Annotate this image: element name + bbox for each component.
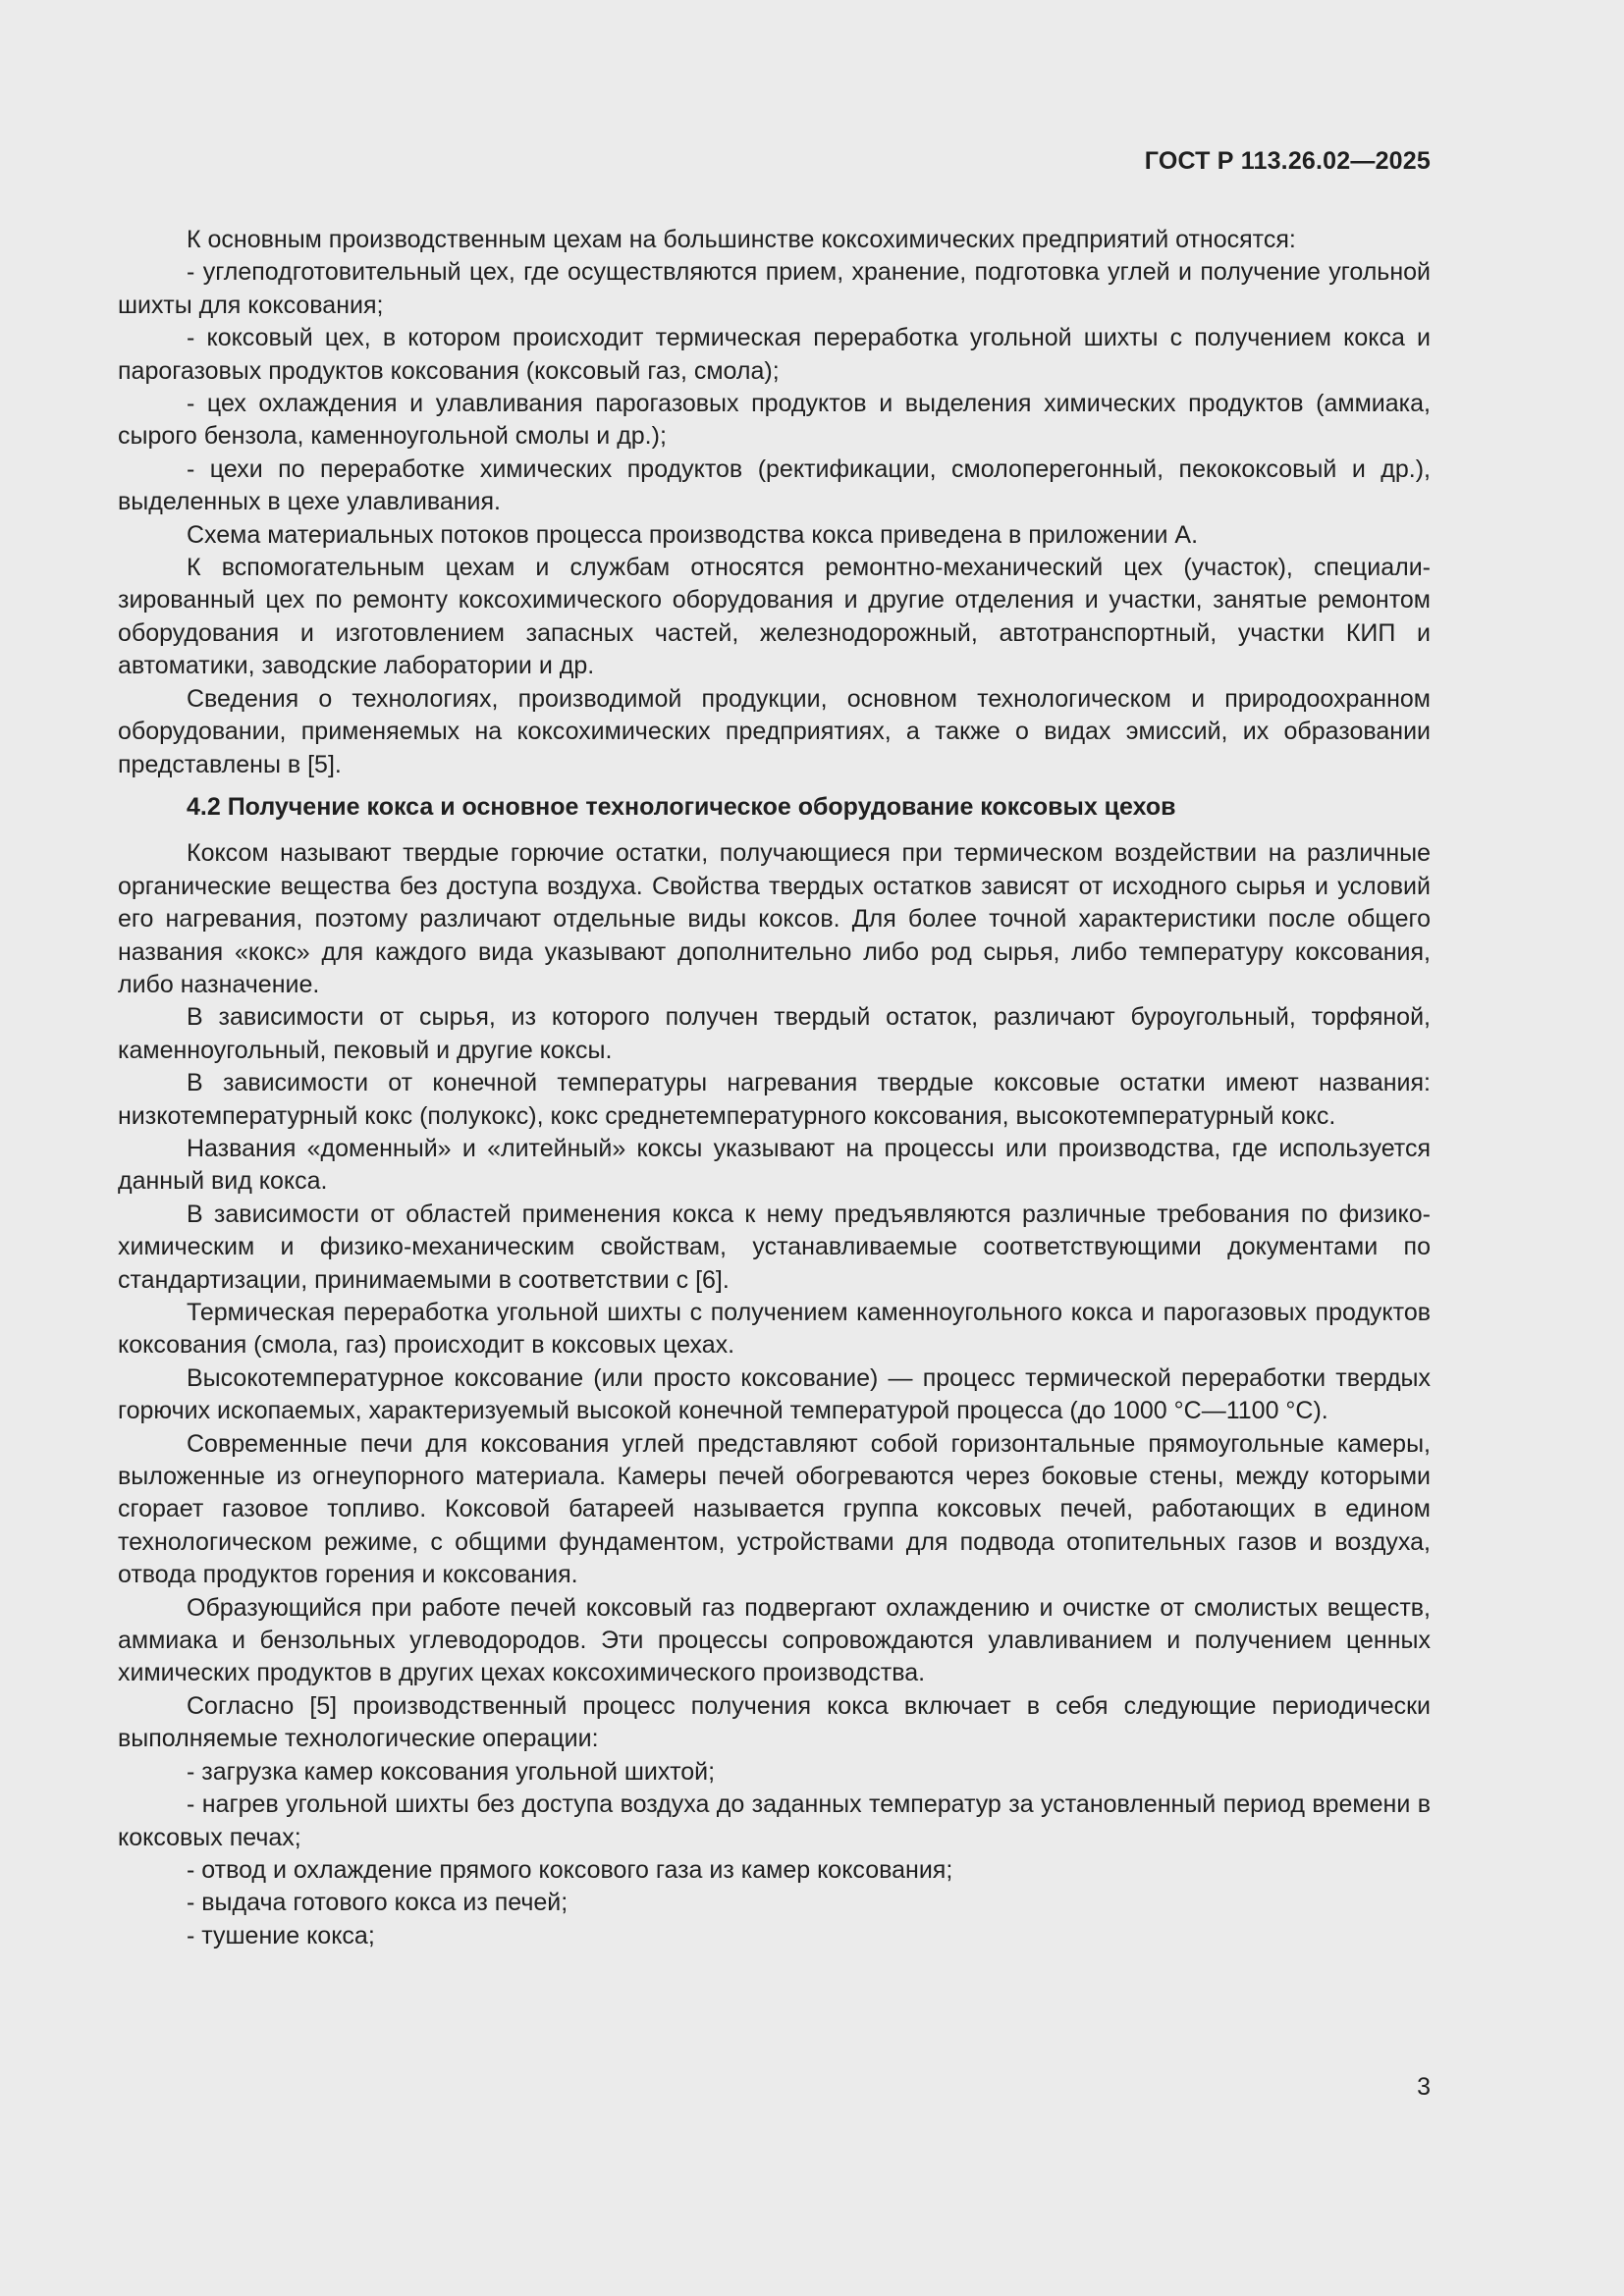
operation-list-item: - тушение кокса; — [187, 1921, 375, 1949]
body-paragraph: Термическая переработка угольной шихты с получением каменноугольного кокса и парогазовых продуктов коксования (смола, газ) происходит в коксовых цехах. — [118, 1299, 1431, 1360]
body-paragraph: Схема материальных потоков процесса производства кокса приведена в приложении А. — [187, 520, 1199, 549]
body-paragraph: Коксом называют твердые горючие остатки, получающиеся при термическом воздействии на различные органические вещества без доступа воздуха. Свойства твердых остатков зависят от исходного сырья и условий его нагревания, поэтому различают отдельные виды коксов. Для более точной характеристики после общего названия «кокс» для каждого вида указывают дополнительно либо род сырья, либо температуру коксования, либо назначение. — [118, 839, 1431, 998]
workshop-list-item: - цех охлаждения и улавливания парогазовых продуктов и выделения химических продуктов (аммиака, сырого бензола, каменноугольной смолы и др.); — [118, 390, 1431, 451]
body-paragraph: Высокотемпературное коксование (или просто коксование) — процесс термической переработки твердых горючих ископаемых, характеризуемый высокой конечной температурой процесса (до 1000 °С—1100 °С). — [118, 1363, 1431, 1425]
operation-list-item: - загрузка камер коксования угольной шихтой; — [187, 1757, 716, 1786]
document-body — [118, 224, 1431, 1952]
body-paragraph: В зависимости от сырья, из которого получен твердый остаток, различают буроугольный, торфяной, каменноугольный, пековый и другие коксы. — [118, 1003, 1431, 1064]
section-heading: 4.2 Получение кокса и основное технологическое оборудование коксовых цехов — [187, 792, 1176, 821]
body-paragraph: Современные печи для коксования углей представляют собой горизонтальные прямоугольные камеры, выложенные из огнеупорного материала. Камеры печей обогреваются через боковые стены, между которыми сгорает газовое топливо. Коксовой батареей называется группа коксовых печей, работающих в едином технологическом режиме, с общими фундаментом, устройствами для подвода отопительных газов и воздуха, отвода продуктов горения и коксования. — [118, 1429, 1431, 1589]
page-number: 3 — [1417, 2073, 1431, 2101]
workshop-list-item: - цехи по переработке химических продуктов (ректификации, смолоперегонный, пекококсовый и др.), выделенных в цехе улавливания. — [118, 454, 1431, 516]
operation-list-item: - нагрев угольной шихты без доступа воздуха до заданных температур за установленный период времени в коксовых печах; — [118, 1790, 1431, 1851]
document-code-header: ГОСТ Р 113.26.02—2025 — [1144, 147, 1431, 175]
body-paragraph: Сведения о технологиях, производимой продукции, основном технологическом и природоохранном оборудовании, применяемых на коксохимических предприятиях, а также о видах эмиссий, их образовании представлены в [5]. — [118, 684, 1431, 778]
body-paragraph: Названия «доменный» и «литейный» коксы указывают на процессы или производства, где используется данный вид кокса. — [118, 1134, 1431, 1196]
intro-paragraph: К основным производственным цехам на большинстве коксохимических предприятий относятся: — [187, 226, 1296, 253]
workshop-list-item: - углеподготовительный цех, где осуществляются прием, хранение, подготовка углей и получение угольной шихты для коксования; — [118, 258, 1431, 319]
workshop-list-item: - коксовый цех, в котором происходит термическая переработка угольной шихты с получением кокса и парогазовых продуктов коксования (коксовый газ, смола); — [118, 324, 1431, 385]
body-paragraph: К вспомогательным цехам и службам относятся ремонтно-механический цех (участок), специализированный цех по ремонту коксохимического оборудования и другие отделения и участки, занятые ремонтом оборудования и изготовлением запасных частей, железнодорожный, автотранспортный, участки КИП и автоматики, заводские лаборатории и др. — [118, 554, 1431, 680]
operation-list-item: - отвод и охлаждение прямого коксового газа из камер коксования; — [187, 1855, 953, 1884]
body-paragraph: В зависимости от конечной температуры нагревания твердые коксовые остатки имеют названия: низкотемпературный кокс (полукокс), кокс среднетемпературного коксования, высокотемпературный кокс. — [118, 1069, 1431, 1130]
body-paragraph: Образующийся при работе печей коксовый газ подвергают охлаждению и очистке от смолистых веществ, аммиака и бензольных углеводородов. Эти процессы сопровождаются улавливанием и получением ценных химических продуктов в других цехах коксохимического производства. — [118, 1593, 1431, 1687]
operation-list-item: - выдача готового кокса из печей; — [187, 1889, 568, 1917]
body-paragraph: Согласно [5] производственный процесс получения кокса включает в себя следующие периодически выполняемые технологические операции: — [118, 1691, 1431, 1753]
body-paragraph: В зависимости от областей применения кокса к нему предъявляются различные требования по физико-химическим и физико-механическим свойствам, устанавливаемые соответствующими документами по стандартизации, принимаемыми в соответствии с [6]. — [118, 1200, 1431, 1294]
